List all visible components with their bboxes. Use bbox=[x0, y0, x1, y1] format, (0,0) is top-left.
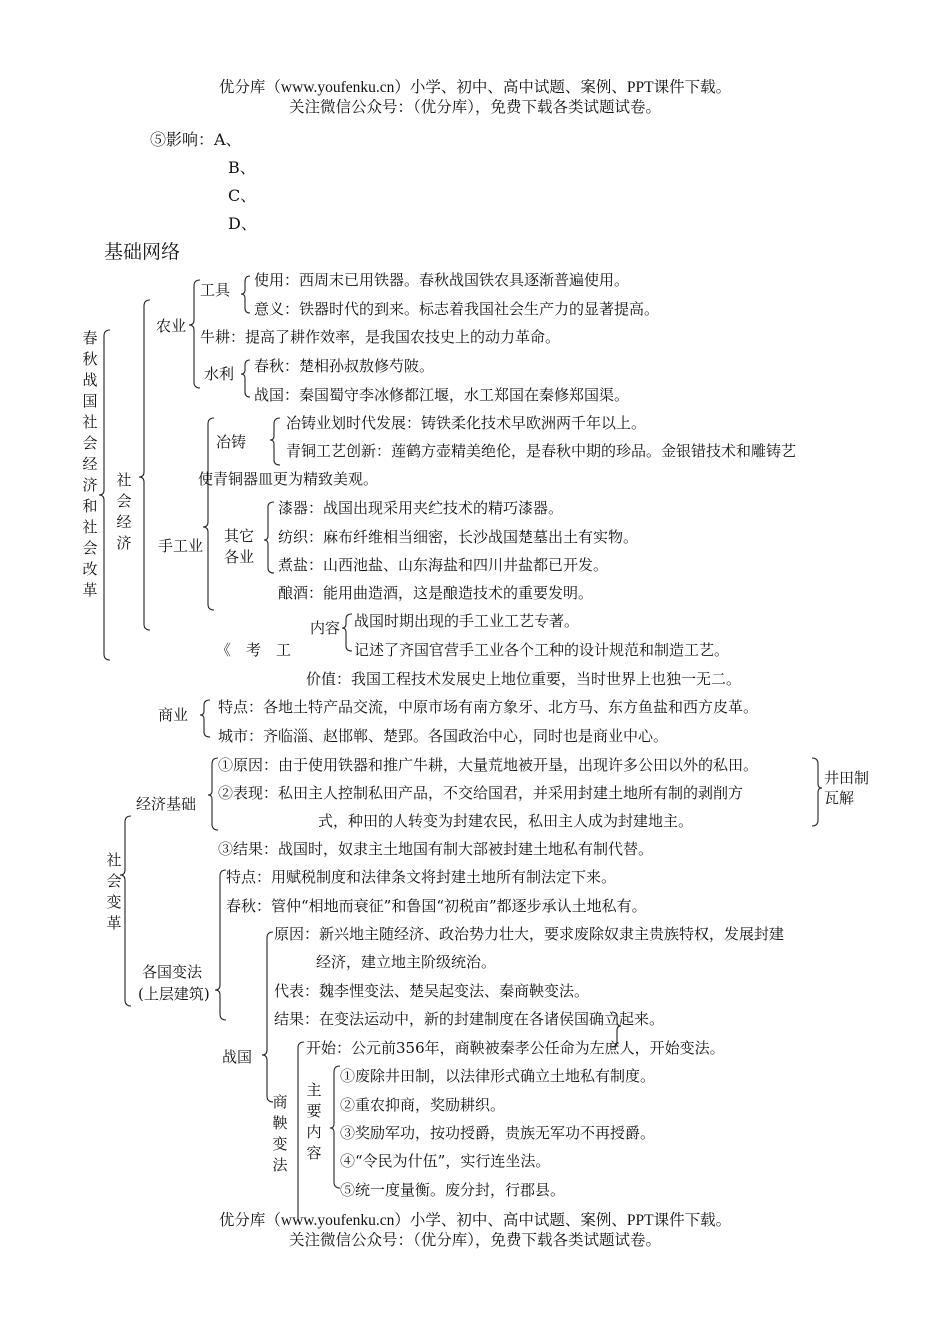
kaogongji-content-2: 记述了齐国官营手工业各个工种的设计规范和制造工艺。 bbox=[354, 641, 730, 659]
brace-economic-base bbox=[208, 758, 218, 830]
jingtian-collapse: 井田制瓦解 bbox=[824, 769, 870, 807]
agriculture-label: 农业 bbox=[156, 317, 187, 335]
casting-label: 冶铸 bbox=[216, 433, 247, 451]
commerce-city: 城市：齐临淄、赵邯郸、楚郢。各国政治中心，同时也是商业中心。 bbox=[218, 727, 669, 745]
others-label: 其它各业 bbox=[223, 527, 254, 566]
brace-reforms bbox=[215, 870, 226, 1020]
impact-c: C、 bbox=[228, 186, 257, 205]
reforms-feature: 特点：用赋税制度和法律条文将封建土地所有制法定下来。 bbox=[226, 868, 617, 886]
social-economy-label: 社会经济 bbox=[116, 471, 132, 552]
shangyang-item-2: ②重农抑商，奖励耕织。 bbox=[340, 1096, 506, 1114]
kaogongji-content-1: 战国时期出现的手工业工艺专著。 bbox=[354, 612, 580, 630]
brace-agriculture bbox=[189, 280, 200, 388]
irrigation-warring: 战国：秦国蜀守李冰修都江堰，水工郑国在秦修郑国渠。 bbox=[254, 386, 630, 404]
commerce-feature: 特点：各地土特产品交流，中原市场有南方象牙、北方马、东方鱼盐和西方皮革。 bbox=[218, 698, 759, 716]
shangyang-item-1: ①废除井田制，以法律形式确立土地私有制度。 bbox=[340, 1067, 656, 1085]
tools-label: 工具 bbox=[200, 281, 231, 299]
shangyang-item-4: ④“令民为什伍”，实行连坐法。 bbox=[340, 1152, 551, 1170]
warring-label: 战国 bbox=[222, 1048, 253, 1066]
kaogongji-content-label: 内容 bbox=[310, 619, 341, 637]
brace-kaogong-content bbox=[342, 614, 352, 651]
ox-plough: 牛耕：提高了耕作效率，是我国农技史上的动力革命。 bbox=[200, 328, 561, 346]
casting-line-2: 青铜工艺创新：莲鹤方壶精美绝伦，是春秋中期的珍品。金银错技术和雕铸艺 bbox=[286, 442, 797, 460]
brace-handicraft bbox=[203, 418, 214, 610]
economic-base-cause: ①原因：由于使用铁器和推广牛耕，大量荒地被开垦，出现许多公田以外的私田。 bbox=[218, 756, 759, 774]
footer-line-1: 优分库（www.youfenku.cn）小学、初中、高中试题、案例、PPT课件下载。 bbox=[218, 1212, 732, 1229]
shangyang-item-5: ⑤统一度量衡。废分封，行郡县。 bbox=[340, 1181, 566, 1199]
section-title: 基础网络 bbox=[104, 241, 181, 263]
casting-line-3: 使青铜器皿更为精致美观。 bbox=[198, 470, 379, 488]
warring-cause-2: 经济，建立地主阶级统治。 bbox=[316, 953, 497, 971]
wine: 酿酒：能用曲造酒，这是酿造技术的重要发明。 bbox=[278, 584, 594, 602]
social-change-label: 社会变革 bbox=[106, 851, 122, 932]
textile: 纺织：麻布纤维相当细密，长沙战国楚墓出土有实物。 bbox=[278, 528, 639, 546]
warring-representative: 代表：魏李悝变法、楚吴起变法、秦商鞅变法。 bbox=[274, 982, 590, 1000]
economic-base-result: ③结果：战国时，奴隶主土地国有制大部被封建土地私有制代替。 bbox=[218, 840, 654, 858]
brace-shangyang-content bbox=[330, 1066, 340, 1188]
brace-root bbox=[99, 330, 110, 660]
commerce-label: 商业 bbox=[158, 706, 189, 724]
impact-b: B、 bbox=[228, 158, 256, 177]
brace-warring bbox=[262, 932, 273, 1102]
handicraft-label: 手工业 bbox=[158, 537, 204, 555]
reforms-sublabel: (上层建筑) bbox=[138, 985, 210, 1003]
brace-commerce bbox=[200, 700, 210, 737]
shangyang-start: 开始：公元前356年，商鞅被秦孝公任命为左庶人，开始变法。 bbox=[306, 1039, 725, 1057]
brace-others bbox=[264, 502, 274, 573]
salt: 煮盐：山西池盐、山东海盐和四川井盐都已开发。 bbox=[278, 556, 609, 574]
lacquer: 漆器：战国出现采用夹纻技术的精巧漆器。 bbox=[278, 499, 564, 517]
economic-base-label: 经济基础 bbox=[136, 795, 197, 813]
impact-d: D、 bbox=[228, 214, 257, 233]
casting-line-1: 冶铸业划时代发展：铸铁柔化技术早欧洲两千年以上。 bbox=[286, 414, 647, 432]
reforms-spring: 春秋：管仲“相地而衰征”和鲁国“初税亩”都逐步承认土地私有。 bbox=[226, 897, 647, 915]
irrigation-label: 水利 bbox=[204, 365, 235, 383]
brace-tools bbox=[241, 276, 250, 313]
brace-casting bbox=[270, 418, 280, 465]
warring-result: 结果：在变法运动中，新的封建制度在各诸侯国确立起来。 bbox=[274, 1010, 665, 1028]
header-line-1: 优分库（www.youfenku.cn）小学、初中、高中试题、案例、PPT课件下载。 bbox=[218, 79, 732, 96]
economic-base-manifest-2: 式，种田的人转变为封建农民，私田主人成为封建地主。 bbox=[318, 812, 694, 830]
brace-irrigation bbox=[241, 360, 250, 397]
reforms-label: 各国变法 bbox=[142, 963, 203, 981]
warring-cause-1: 原因：新兴地主随经济、政治势力壮大，要求废除奴隶主贵族特权，发展封建 bbox=[274, 925, 785, 943]
shangyang-content-label: 主要内容 bbox=[306, 1081, 322, 1162]
root-label-economy-reform: 春秋战国社会经济和社会改革 bbox=[82, 329, 98, 599]
kaogongji-value: 价值：我国工程技术发展史上地位重要，当时世界上也独一无二。 bbox=[306, 670, 742, 688]
economic-base-manifest-1: ②表现：私田主人控制私田产品，不交给国君，并采用封建土地所有制的剥削方 bbox=[218, 784, 744, 802]
brace-jingtian bbox=[812, 758, 822, 826]
brace-shangyang bbox=[298, 1042, 304, 1220]
kaogongji-label: 《 考 工 bbox=[216, 641, 292, 659]
tools-meaning: 意义：铁器时代的到来。标志着我国社会生产力的显著提高。 bbox=[254, 300, 660, 318]
header-line-2: 关注微信公众号：（优分库），免费下载各类试题试卷。 bbox=[288, 99, 661, 116]
footer-line-2: 关注微信公众号：（优分库），免费下载各类试题试卷。 bbox=[288, 1232, 661, 1249]
irrigation-spring: 春秋：楚相孙叔敖修芍陂。 bbox=[254, 357, 435, 375]
shangyang-item-3: ③奖励军功，按功授爵，贵族无军功不再授爵。 bbox=[340, 1124, 656, 1142]
shangyang-label: 商鞅变法 bbox=[272, 1093, 288, 1174]
impact-a: ⑤影响：A、 bbox=[150, 130, 242, 149]
brace-economy bbox=[139, 300, 150, 630]
tools-use: 使用：西周末已用铁器。春秋战国铁农具逐渐普遍使用。 bbox=[254, 271, 630, 289]
